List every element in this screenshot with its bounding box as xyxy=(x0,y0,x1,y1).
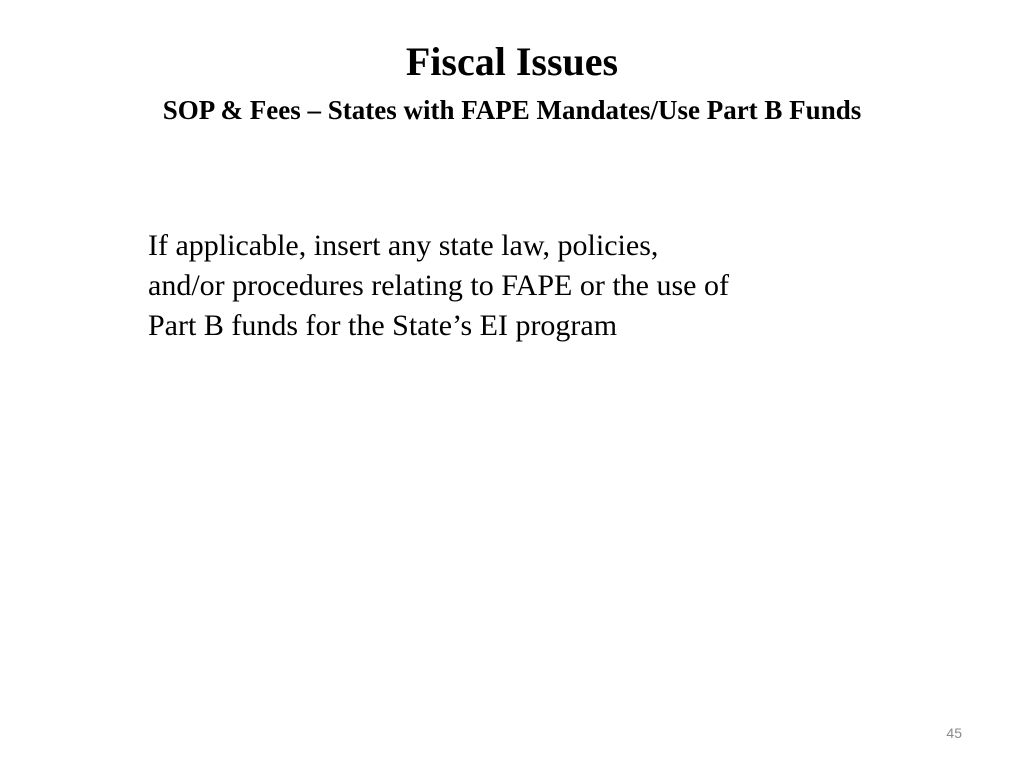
body-line: If applicable, insert any state law, policies, xyxy=(148,229,659,262)
slide-title: Fiscal Issues xyxy=(405,39,619,84)
slide-body xyxy=(148,226,948,346)
body-line: Part B funds for the State’s EI program xyxy=(148,309,618,342)
slide-number: 45 xyxy=(946,725,962,741)
slide-subtitle: SOP & Fees – States with FAPE Mandates/Use Part B Funds xyxy=(162,95,862,125)
body-line: and/or procedures relating to FAPE or the use of xyxy=(148,269,729,302)
